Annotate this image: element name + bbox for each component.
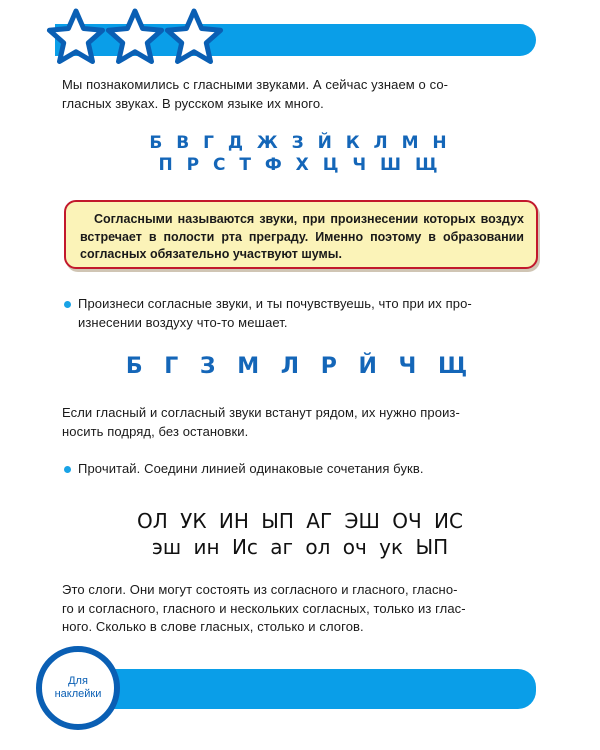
consonants-example: Б Г З М Л Р Й Ч Щ: [125, 354, 475, 379]
consonants-list: [0, 132, 600, 176]
note-line: носить подряд, без остановки.: [62, 423, 249, 439]
intro-paragraph: [62, 76, 536, 113]
rule-box: [64, 200, 538, 269]
syllables-lower: эш ин Ис аг ол оч ук ЫП: [151, 535, 449, 559]
consonants-row: Б В Г Д Ж З Й К Л М Н: [149, 133, 451, 153]
rule-text: Согласными называются звуки, при произнесении которых воздух встречает в полости рта преграду. Именно поэтому в образовании согласных обязательно участвуют шумы.: [80, 212, 524, 261]
bullet-icon: [64, 466, 71, 473]
sticker-label-line: наклейки: [54, 688, 102, 700]
sticker-circle: [36, 646, 120, 730]
star-icon: [167, 11, 220, 62]
bullet-icon: [64, 301, 71, 308]
task-pronounce: [78, 295, 536, 332]
task-line: Прочитай. Соедини линией одинаковые сочетания букв.: [78, 461, 424, 476]
stars-rating: [40, 8, 230, 68]
task-line: Произнеси согласные звуки, и ты почувствуешь, что при их про-: [78, 296, 472, 311]
intro-line: гласных звуках. В русском языке их много.: [62, 95, 324, 111]
task-read: [78, 460, 536, 479]
star-icon: [49, 11, 102, 62]
conclusion-paragraph: [62, 581, 536, 637]
note-line: Если гласный и согласный звуки встанут рядом, их нужно произ-: [62, 405, 460, 420]
intro-line: Мы познакомились с гласными звуками. А сейчас узнаем о со-: [62, 77, 449, 92]
task-line: изнесении воздуху что-то мешает.: [78, 314, 288, 330]
star-icon: [108, 11, 161, 62]
sticker-label: [46, 675, 110, 701]
note-paragraph: [62, 404, 536, 441]
conclusion-line: Это слоги. Они могут состоять из согласного и гласного, гласно-: [62, 582, 458, 597]
conclusion-line: го и согласного, гласного и нескольких согласных, только из глас-: [62, 600, 466, 616]
sticker-label-line: Для: [68, 675, 88, 687]
conclusion-line: ного. Сколько в слове гласных, столько и слогов.: [62, 619, 364, 634]
consonants-row: П Р С Т Ф Х Ц Ч Ш Щ: [158, 155, 442, 175]
footer-band: [75, 669, 536, 709]
syllables-upper: ОЛ УК ИН ЫП АГ ЭШ ОЧ ИС: [137, 509, 463, 533]
